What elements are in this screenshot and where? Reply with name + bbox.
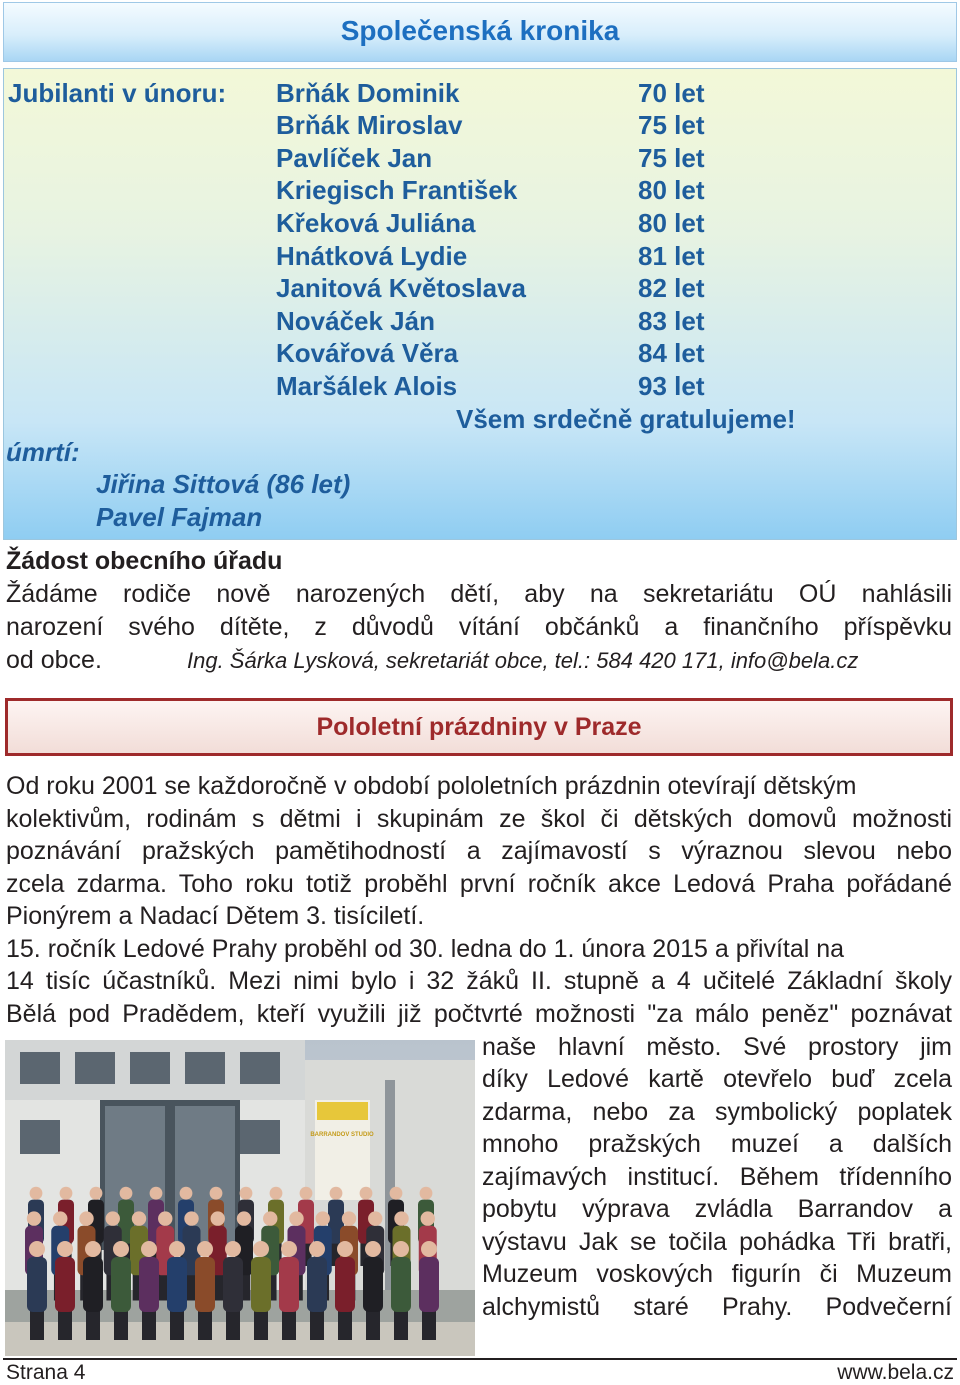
person-legs xyxy=(338,1310,352,1340)
section-header-kronika: Společenská kronika xyxy=(3,2,957,62)
person-head xyxy=(421,1211,435,1225)
person-head xyxy=(240,1187,253,1200)
person-head xyxy=(309,1241,325,1257)
footer-website: www.bela.cz xyxy=(837,1361,954,1384)
jubilant-row xyxy=(276,241,716,274)
person-head xyxy=(225,1241,241,1257)
article-line: Od roku 2001 se každoročně v období pololetních prázdnin otevírají dětským xyxy=(6,772,857,800)
person-head xyxy=(60,1187,73,1200)
person-body xyxy=(223,1257,243,1312)
person-head xyxy=(113,1241,129,1257)
person-head xyxy=(158,1211,172,1225)
jubilant-name: Brňák Miroslav xyxy=(276,110,463,140)
person-head xyxy=(85,1241,101,1257)
person-head xyxy=(289,1211,303,1225)
person-legs xyxy=(86,1310,100,1340)
person-head xyxy=(169,1241,185,1257)
article-line: Pionýrem a Nadací Dětem 3. tisíciletí. xyxy=(6,902,425,930)
person-legs xyxy=(254,1310,268,1340)
person-head xyxy=(393,1241,409,1257)
jubilant-age: 75 let xyxy=(638,143,705,173)
person-head xyxy=(150,1187,163,1200)
person-legs xyxy=(226,1310,240,1340)
person-head xyxy=(57,1241,73,1257)
article-line: Bělá pod Pradědem, kteří využili již počtvrté možnosti "za málo peněz" poznávat xyxy=(6,1000,952,1028)
article-line: 14 tisíc účastníků. Mezi nimi bylo i 32 žáků II. stupně a 4 učitelé Základní školy xyxy=(6,967,952,995)
person-legs xyxy=(366,1310,380,1340)
person-legs xyxy=(30,1310,44,1340)
footer-divider xyxy=(3,1358,957,1360)
article-column-line: výstavu Jak se točila pohádka Tři bratři, xyxy=(482,1228,952,1256)
jubilant-row xyxy=(276,78,716,111)
jubilant-name: Brňák Dominik xyxy=(276,78,460,108)
person-legs xyxy=(394,1310,408,1340)
article-column-line: zdarma, nebo za symbolický poplatek xyxy=(482,1098,952,1126)
jubilant-name: Janitová Květoslava xyxy=(276,273,527,303)
jubilant-age: 80 let xyxy=(638,208,705,238)
person-head xyxy=(360,1187,373,1200)
person-head xyxy=(30,1187,43,1200)
jubilants-label: Jubilanti v únoru: xyxy=(8,78,227,108)
jubilant-row xyxy=(276,208,716,241)
person-head xyxy=(90,1187,103,1200)
person-head xyxy=(79,1211,93,1225)
person-head xyxy=(270,1187,283,1200)
person-head xyxy=(237,1211,251,1225)
person-head xyxy=(211,1211,225,1225)
request-text-line: Žádáme rodiče nově narozených dětí, aby na sekretariátu OÚ nahlásili xyxy=(6,580,952,608)
jubilant-row xyxy=(276,273,716,306)
person-legs xyxy=(114,1310,128,1340)
article-column-line: naše hlavní město. Své prostory jim xyxy=(482,1033,952,1061)
jubilant-row xyxy=(276,110,716,143)
person-legs xyxy=(282,1310,296,1340)
person-legs xyxy=(58,1310,72,1340)
jubilant-age: 93 let xyxy=(638,371,705,401)
person-legs xyxy=(142,1310,156,1340)
person-legs xyxy=(310,1310,324,1340)
person-head xyxy=(281,1241,297,1257)
person-head xyxy=(210,1187,223,1200)
article-column-line: zajímavých institucí. Během třídenního xyxy=(482,1163,952,1191)
request-text-line: od obce. xyxy=(6,646,102,674)
person-head xyxy=(368,1211,382,1225)
person-body xyxy=(139,1257,159,1312)
jubilant-name: Kovářová Věra xyxy=(276,338,459,368)
article-line: zcela zdarma. Toho roku totiž proběhl první ročník akce Ledová Praha pořádané xyxy=(6,870,952,898)
person-head xyxy=(180,1187,193,1200)
person-head xyxy=(390,1187,403,1200)
death-item: Jiřina Sittová (86 let) xyxy=(96,469,351,499)
jubilant-name: Nováček Ján xyxy=(276,306,435,336)
request-title: Žádost obecního úřadu xyxy=(6,547,283,575)
page-number: Strana 4 xyxy=(6,1361,86,1384)
person-legs xyxy=(422,1310,436,1340)
person-head xyxy=(197,1241,213,1257)
person-body xyxy=(251,1257,271,1312)
photo-sign-text: BARRANDOV STUDIO xyxy=(310,1132,374,1138)
jubilant-age: 75 let xyxy=(638,110,705,140)
person-head xyxy=(420,1187,433,1200)
request-signature: Ing. Šárka Lysková, sekretariát obce, tel.: 584 420 171, info@bela.cz xyxy=(187,648,859,673)
jubilant-age: 83 let xyxy=(638,306,705,336)
person-legs xyxy=(198,1310,212,1340)
request-text-line: narození svého dítěte, z důvodů vítání občánků a finančního příspěvku xyxy=(6,613,952,641)
article-column-line: mnoho pražských muzeí a dalších xyxy=(482,1130,952,1158)
person-head xyxy=(342,1211,356,1225)
jubilant-name: Křeková Juliána xyxy=(276,208,476,238)
person-head xyxy=(300,1187,313,1200)
person-body xyxy=(167,1257,187,1312)
person-body xyxy=(279,1257,299,1312)
jubilant-age: 82 let xyxy=(638,273,705,303)
person-body xyxy=(27,1257,47,1312)
jubilant-row xyxy=(276,143,716,176)
person-head xyxy=(106,1211,120,1225)
greeting-text: Všem srdečně gratulujeme! xyxy=(456,404,796,434)
person-head xyxy=(132,1211,146,1225)
article-line: 15. ročník Ledové Prahy proběhl od 30. ledna do 1. února 2015 a přivítal na xyxy=(6,935,845,963)
jubilant-row xyxy=(276,306,716,339)
article-column-line: Muzeum voskových figurín či Muzeum xyxy=(482,1260,952,1288)
person-head xyxy=(394,1211,408,1225)
person-head xyxy=(337,1241,353,1257)
jubilant-row xyxy=(276,338,716,371)
jubilant-row xyxy=(276,371,716,404)
person-head xyxy=(421,1241,437,1257)
jubilant-row xyxy=(276,175,716,208)
jubilant-age: 70 let xyxy=(638,78,705,108)
article-column-line: díky Ledové kartě otevřelo buď zcela xyxy=(482,1065,952,1093)
person-body xyxy=(83,1257,103,1312)
person-head xyxy=(53,1211,67,1225)
article-line: kolektivům, rodinám s dětmi i skupinám ze škol či dětských domovů možnosti xyxy=(6,805,952,833)
article-title-bar: Pololetní prázdniny v Praze xyxy=(5,698,953,756)
group-photo xyxy=(5,1040,475,1356)
person-head xyxy=(29,1241,45,1257)
jubilant-age: 81 let xyxy=(638,241,705,271)
person-body xyxy=(307,1257,327,1312)
jubilant-name: Kriegisch František xyxy=(276,175,518,205)
person-body xyxy=(111,1257,131,1312)
jubilant-age: 84 let xyxy=(638,338,705,368)
person-head xyxy=(316,1211,330,1225)
jubilant-name: Hnátková Lydie xyxy=(276,241,468,271)
jubilant-name: Maršálek Alois xyxy=(276,371,458,401)
jubilant-name: Pavlíček Jan xyxy=(276,143,433,173)
jubilant-age: 80 let xyxy=(638,175,705,205)
deaths-label: úmrtí: xyxy=(6,437,80,467)
person-head xyxy=(263,1211,277,1225)
person-body xyxy=(335,1257,355,1312)
person-body xyxy=(195,1257,215,1312)
death-item: Pavel Fajman xyxy=(96,502,263,532)
person-legs xyxy=(170,1310,184,1340)
person-head xyxy=(141,1241,157,1257)
person-head xyxy=(27,1211,41,1225)
article-column-line: pobytu výprava zvládla Barrandov a xyxy=(482,1195,952,1223)
person-head xyxy=(184,1211,198,1225)
article-column-line: alchymistů staré Prahy. Podvečerní xyxy=(482,1293,952,1321)
person-head xyxy=(365,1241,381,1257)
person-head xyxy=(253,1241,269,1257)
person-body xyxy=(419,1257,439,1312)
person-head xyxy=(120,1187,133,1200)
person-body xyxy=(363,1257,383,1312)
person-body xyxy=(55,1257,75,1312)
person-head xyxy=(330,1187,343,1200)
article-line: poznávání pražských pamětihodností a zajímavostí s výraznou slevou nebo xyxy=(6,837,952,865)
person-body xyxy=(391,1257,411,1312)
